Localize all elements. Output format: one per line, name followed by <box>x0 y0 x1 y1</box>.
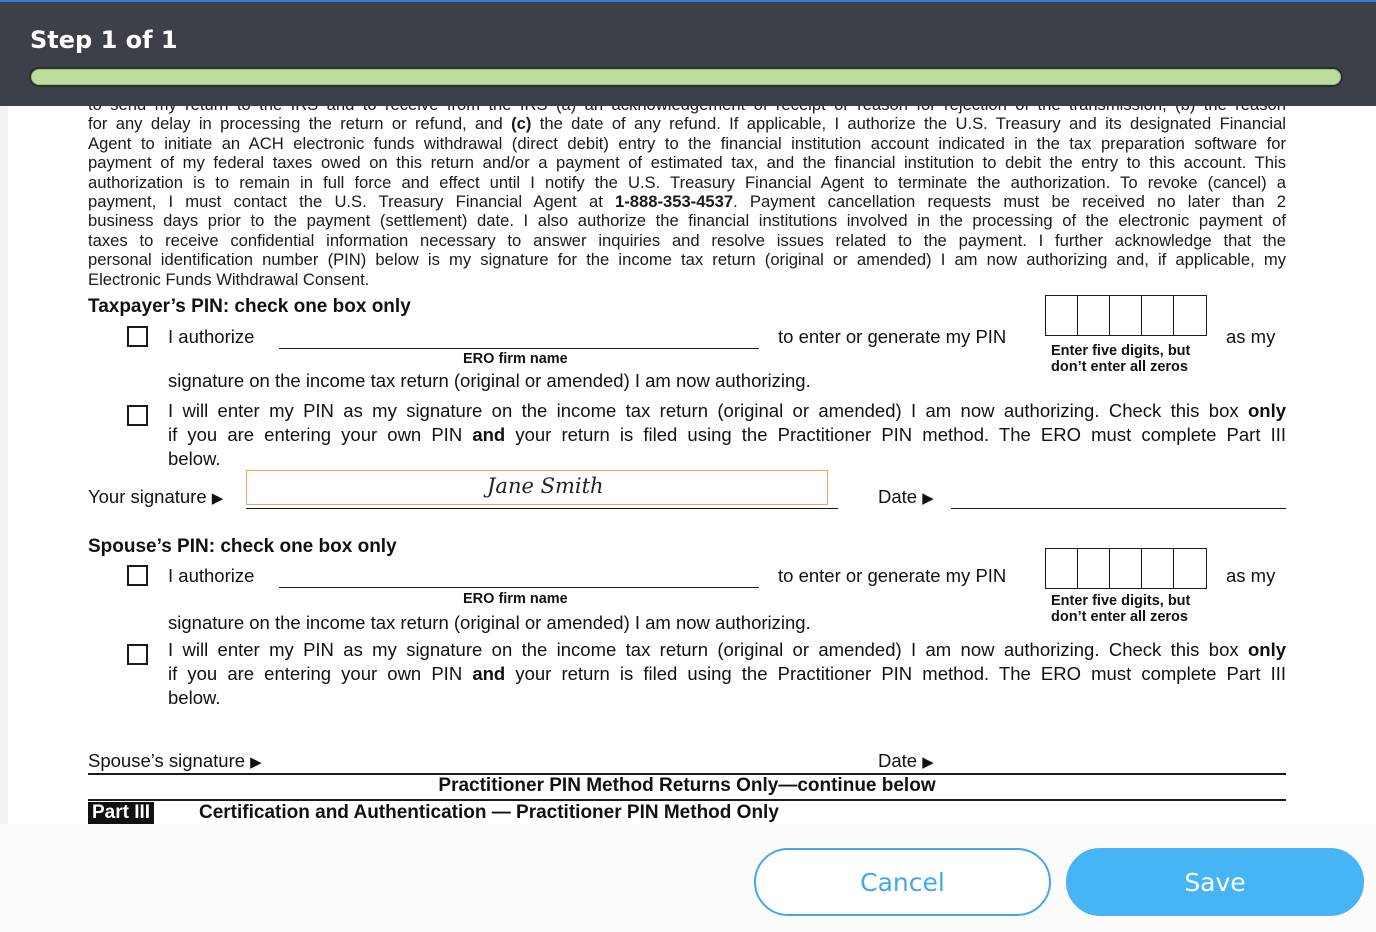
taxpayer-pin-hint-1: Enter five digits, but <box>1051 343 1191 359</box>
your-signature-field[interactable] <box>246 470 828 505</box>
para-line: payment of my federal taxes owed on this return and/or a payment of estimated tax, and the financial institution to debit the entry to this account. This <box>88 153 1286 173</box>
taxpayer-date-field[interactable] <box>951 508 1286 509</box>
consent-paragraph <box>88 95 1286 289</box>
footer <box>0 824 1376 932</box>
spouse-pin-hint-1: Enter five digits, but <box>1051 593 1191 609</box>
taxpayer-enter-own-pin-checkbox[interactable] <box>127 405 148 426</box>
spouse-pin-input[interactable] <box>1045 548 1207 589</box>
spouse-ero-firm-line[interactable] <box>279 587 759 588</box>
spouse-pin-heading: Spouse’s PIN: check one box only <box>88 536 397 557</box>
spouse-authorize-ero-checkbox[interactable] <box>127 565 148 586</box>
taxpayer-date-label: Date ▶ <box>878 486 934 507</box>
spouse-as-my-label: as my <box>1226 565 1276 586</box>
right-triangle-arrow-icon: ▶ <box>922 490 934 507</box>
para-line: payment, I must contact the U.S. Treasury Financial Agent at 1-888-353-4537. Payment cancellation requests must be received no later than 2 <box>88 192 1286 212</box>
spouse-to-enter-label: to enter or generate my PIN <box>778 565 1007 586</box>
part-badge: Part III <box>88 802 154 824</box>
para-line: for any delay in processing the return or refund, and (c) the date of any refund. If applicable, I authorize the U.S. Treasury and its designated Financial <box>88 114 1286 134</box>
practitioner-banner: Practitioner PIN Method Returns Only—continue below <box>438 775 936 796</box>
right-triangle-arrow-icon: ▶ <box>211 490 224 507</box>
taxpayer-authorize-ero-checkbox[interactable] <box>127 326 148 347</box>
spouse-enter-own-pin-checkbox[interactable] <box>127 644 148 665</box>
para-line: taxes to receive confidential information necessary to answer inquiries and resolve issues related to the payment. I further acknowledge that the <box>88 230 1286 250</box>
taxpayer-signature-line-text: signature on the income tax return (original or amended) I am now authorizing. <box>168 370 811 391</box>
spouse-signature-label: Spouse’s signature ▶ <box>88 750 262 771</box>
right-triangle-arrow-icon: ▶ <box>250 754 262 771</box>
para-line: Agent to initiate an ACH electronic funds withdrawal (direct debit) entry to the financial institution account indicated in the tax preparation software for <box>88 133 1286 153</box>
spouse-signature-line-text: signature on the income tax return (original or amended) I am now authorizing. <box>168 612 811 633</box>
taxpayer-pin-input[interactable] <box>1045 295 1207 336</box>
taxpayer-pin-hint-2: don’t enter all zeros <box>1051 359 1188 375</box>
taxpayer-to-enter-label: to enter or generate my PIN <box>778 326 1007 347</box>
part-divider <box>88 799 1286 801</box>
step-title: Step 1 of 1 <box>30 26 178 54</box>
taxpayer-pin-heading: Taxpayer’s PIN: check one box only <box>88 296 411 317</box>
para-line: business days prior to the payment (settlement) date. I also authorize the financial institutions involved in the processing of the electronic payment of <box>88 211 1286 231</box>
right-triangle-arrow-icon: ▶ <box>922 754 934 771</box>
your-signature-underline <box>246 508 838 509</box>
para-line: personal identification number (PIN) below is my signature for the income tax return (original or amended) I am now authorizing and, if applicable, my <box>88 250 1286 270</box>
taxpayer-ero-firm-line[interactable] <box>279 348 759 349</box>
save-button[interactable]: Save <box>1066 848 1364 916</box>
taxpayer-ero-label: ERO firm name <box>463 351 568 367</box>
para-line: Electronic Funds Withdrawal Consent. <box>88 269 370 289</box>
spouse-own-pin-text: I will enter my PIN as my signature on the income tax return (original or amended) I am now authorizing. Check this box only if you are entering your own PIN and your return is filed using the Practitioner PIN method. The ERO must complete Part III below. <box>168 639 1287 708</box>
para-line: authorization is to remain in full force and effect until I notify the U.S. Treasury Financial Agent to terminate the authorization. To revoke (cancel) a <box>88 172 1286 192</box>
taxpayer-authorize-label: I authorize <box>168 326 255 347</box>
progress-bar <box>29 67 1343 87</box>
signature-value: Jane Smith <box>487 474 604 498</box>
your-signature-label: Your signature ▶ <box>88 486 224 507</box>
spouse-ero-label: ERO firm name <box>463 591 568 607</box>
step-header <box>0 0 1376 106</box>
taxpayer-as-my-label: as my <box>1226 326 1276 347</box>
spouse-pin-hint-2: don’t enter all zeros <box>1051 609 1188 625</box>
spouse-date-label: Date ▶ <box>878 750 934 771</box>
document-viewer[interactable] <box>8 106 1376 824</box>
part-title: Certification and Authentication — Practitioner PIN Method Only <box>199 802 779 823</box>
taxpayer-own-pin-text: I will enter my PIN as my signature on the income tax return (original or amended) I am now authorizing. Check this box only if you are entering your own PIN and your return is filed using the Practitioner PIN method. The ERO must complete Part III below. <box>168 400 1287 469</box>
progress-fill <box>31 69 1341 85</box>
cancel-button[interactable]: Cancel <box>754 848 1051 916</box>
spouse-authorize-label: I authorize <box>168 565 255 586</box>
